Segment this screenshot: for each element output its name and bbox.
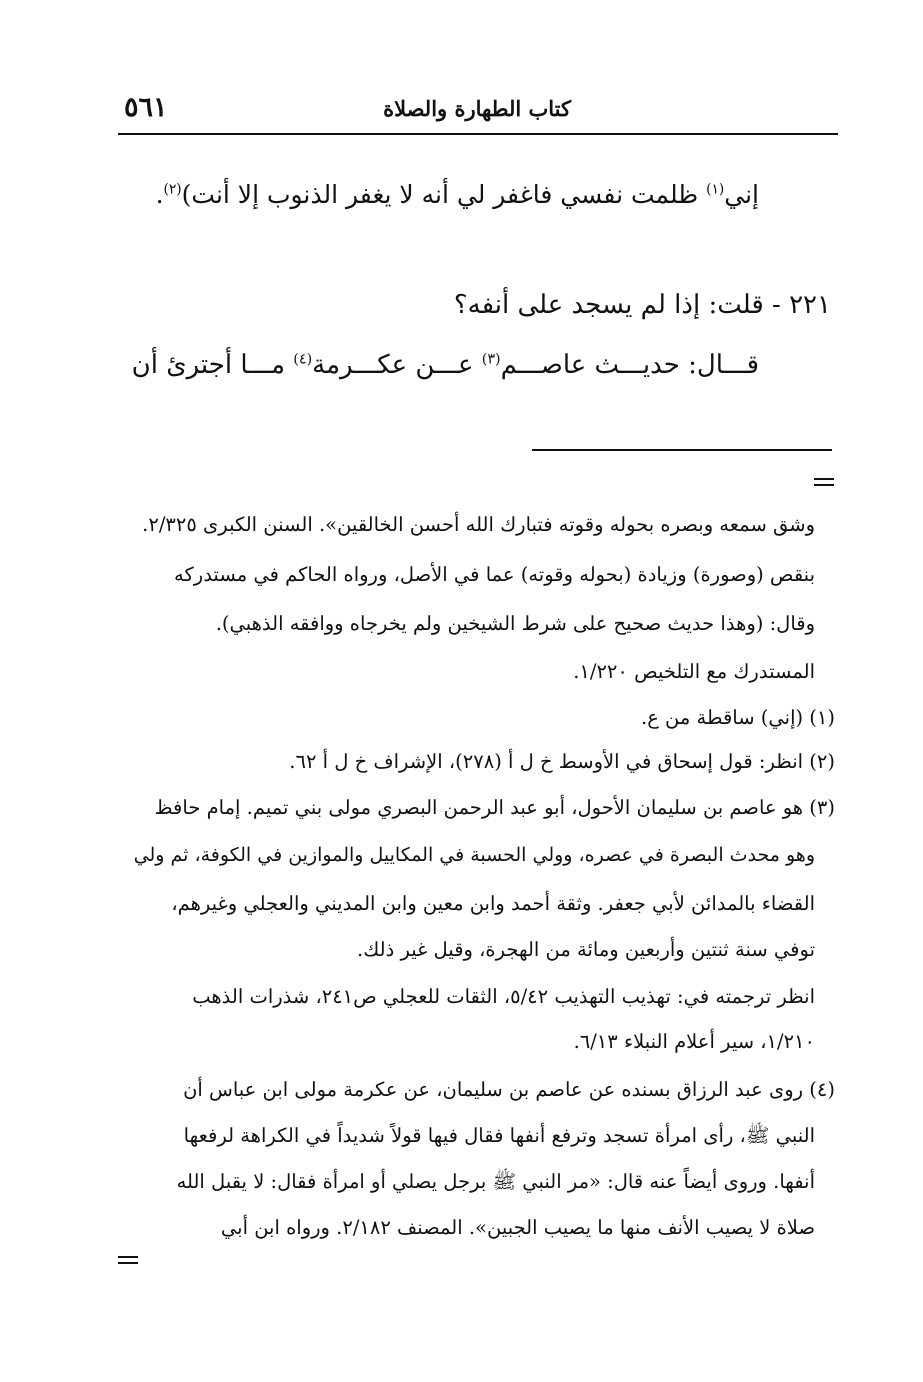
footnote-3-line-2: وهو محدث البصرة في عصره، وولي الحسبة في المكاييل والموازين في الكوفة، ثم ولي	[133, 844, 815, 866]
footnote-continuation-line-3: وقال: (وهذا حديث صحيح على شرط الشيخين ولم يخرجاه ووافقه الذهبي).	[215, 612, 815, 635]
footnote-3-line-1: (٣) هو عاصم بن سليمان الأحول، أبو عبد الرحمن البصري مولى بني تميم. إمام حافظ	[154, 796, 835, 819]
footnote-3-line-6: ١/٢١٠، سير أعلام النبلاء ٦/١٣.	[573, 1030, 815, 1053]
footnote-ref-2: (٢)	[163, 181, 182, 198]
footnote-continuation-line-1: وشق سمعه وبصره بحوله وقوته فتبارك الله أحسن الخالقين». السنن الكبرى ٢/٣٢٥.	[142, 513, 815, 536]
footnote-1: (١) (إني) ساقطة من ع.	[641, 706, 835, 729]
footnote-4-line-3: أنفها. وروى أيضاً عنه قال: «مر النبي ﷺ برجل يصلي أو امرأة فقال: لا يقبل الله	[176, 1170, 815, 1193]
answer-line: قـــال: حديـــث عاصـــم$^{(٣)}$ عـــن عكـــرمة$^{(٤)}$ مـــا أجترئ أن	[131, 350, 759, 380]
footnote-ref-1: (١)	[706, 181, 725, 198]
footnote-4-line-1: (٤) روى عبد الرزاق بسنده عن عاصم بن سليمان، عن عكرمة مولى ابن عباس أن	[183, 1078, 835, 1101]
footnote-4-line-4: صلاة لا يصيب الأنف منها ما يصيب الجبين». المصنف ٢/١٨٢. ورواه ابن أبي	[220, 1216, 815, 1239]
running-header-title: كتاب الطهارة والصلاة	[383, 96, 571, 121]
footnote-3-line-5: انظر ترجمته في: تهذيب التهذيب ٥/٤٢، الثقات للعجلي ص٢٤١، شذرات الذهب	[192, 985, 815, 1008]
footnote-4-line-2: النبي ﷺ، رأى امرأة تسجد وترفع أنفها فقال فيها قولاً شديداً في الكراهة لرفعها	[183, 1124, 815, 1147]
footnote-ref-4: (٤)	[293, 351, 313, 368]
footnote-continuation-line-4: المستدرك مع التلخيص ١/٢٢٠.	[573, 660, 815, 683]
question-221: ٢٢١ - قلت: إذا لم يسجد على أنفه؟	[453, 290, 831, 320]
footnote-3-line-4: توفي سنة ثنتين وأربعين ومائة من الهجرة، وقيل غير ذلك.	[357, 938, 815, 961]
footnote-continuation-line-2: بنقص (وصورة) وزيادة (بحوله وقوته) عما في الأصل، ورواه الحاكم في مستدركه	[174, 563, 815, 586]
footnote-separator	[532, 449, 832, 451]
footnote-3-line-3: القضاء بالمدائن لأبي جعفر. وثقة أحمد وابن معين وابن المديني والعجلي وغيرهم،	[171, 892, 815, 915]
continuation-mark-top	[814, 478, 834, 488]
page-number: ٥٦١	[124, 92, 168, 123]
text-line-1: إني$^{(١)}$ ظلمت نفسي فاغفر لي أنه لا يغفر الذنوب إلا أنت)$^{(٢)}$.	[155, 180, 759, 209]
footnote-ref-3: (٣)	[481, 351, 501, 368]
footnote-2: (٢) انظر: قول إسحاق في الأوسط خ ل أ (٢٧٨)، الإشراف خ ل أ ٦٢.	[289, 750, 835, 773]
continuation-mark-bottom	[118, 1256, 138, 1266]
header-divider	[118, 133, 838, 135]
